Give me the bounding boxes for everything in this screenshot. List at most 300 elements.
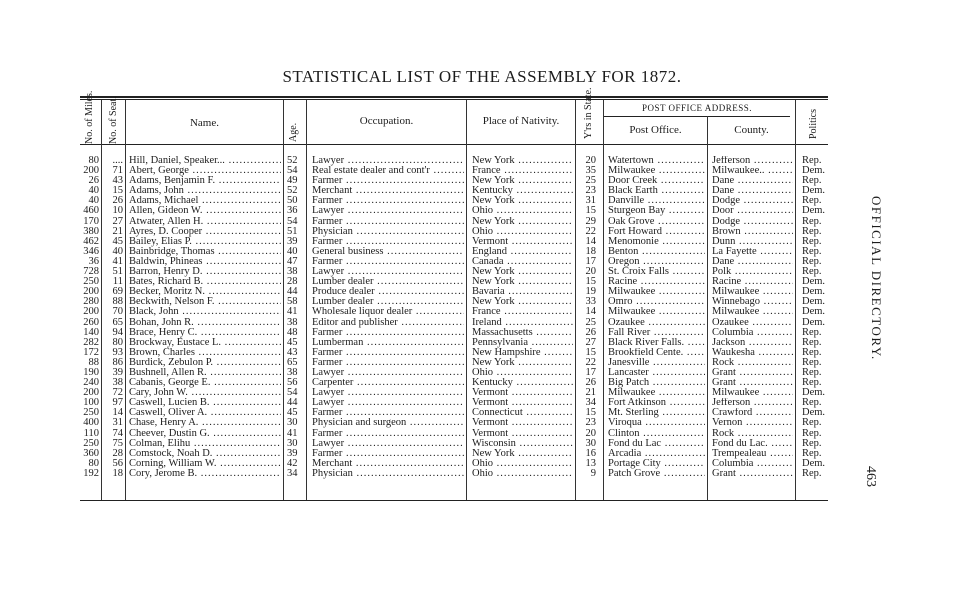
cell-age: 34 [287,468,298,479]
cell-politics: Rep. [802,256,822,267]
cell-name: Barron, Henry D. ..... [129,267,281,277]
cell-age: 41 [287,307,298,318]
cell-occupation: Farmer ..... [312,408,464,418]
cell-post-office: Milwaukee ..... [608,307,705,317]
cell-post-office: Ozaukee ..... [608,318,705,328]
cell-name: Black, John ..... [129,307,281,317]
page-title: STATISTICAL LIST OF THE ASSEMBLY FOR 1872. [282,67,682,86]
cell-name: Cory, Jerome B. ..... [129,469,281,479]
cell-yrs: 19 [585,287,596,298]
cell-occupation: Lawyer ..... [312,439,464,449]
cell-seat: 45 [112,236,123,247]
cell-post-office: Racine ..... [608,277,705,287]
table-row [0,206,964,216]
cell-name: Corning, William W. ..... [129,459,281,469]
cell-nativity: New York ..... [472,217,573,227]
cell-name: Ayres, D. Cooper ..... [129,227,281,237]
header-seat: No. of Seat. [108,96,119,144]
cell-yrs: 31 [585,196,596,207]
cell-miles: 190 [83,367,99,378]
cell-occupation: Lumberman ..... [312,338,464,348]
cell-politics: Dem. [802,388,826,399]
cell-post-office: Big Patch ..... [608,378,705,388]
top-rule-thin [80,99,828,100]
cell-age: 47 [287,256,298,267]
cell-county: Milwaukee ..... [712,287,793,297]
cell-yrs: 35 [585,166,596,177]
cell-seat: 80 [112,337,123,348]
cell-occupation: Farmer ..... [312,237,464,247]
cell-age: 42 [287,458,298,469]
cell-county: Polk ..... [712,267,793,277]
cell-yrs: 15 [585,206,596,217]
header-age: Age. [288,122,299,142]
cell-politics: Rep. [802,236,822,247]
cell-occupation: Physician ..... [312,227,464,237]
cell-name: Adams, Michael ..... [129,196,281,206]
header-name: Name. [189,117,219,129]
cell-yrs: 17 [585,367,596,378]
cell-seat: 65 [112,317,123,328]
cell-post-office: Sturgeon Bay ..... [608,206,705,216]
cell-yrs: 9 [590,468,596,479]
cell-name: Colman, Elihu ..... [129,439,281,449]
cell-post-office: Menomonie ..... [608,237,705,247]
cell-name: Bates, Richard B. ..... [129,277,281,287]
cell-politics: Dem. [802,458,826,469]
cell-name: Brown, Charles ..... [129,348,281,358]
cell-yrs: 15 [585,277,596,288]
cell-post-office: Watertown ..... [608,156,705,166]
cell-county: Jackson ..... [712,338,793,348]
cell-miles: 400 [83,418,99,429]
table-row [0,307,964,317]
cell-age: 49 [287,176,298,187]
cell-seat: 43 [112,176,123,187]
cell-miles: 728 [83,267,99,278]
table-row [0,247,964,257]
cell-age: 36 [287,206,298,217]
cell-seat: 69 [112,287,123,298]
cell-nativity: Ohio ..... [472,368,573,378]
cell-post-office: St. Croix Falls ..... [608,267,705,277]
cell-nativity: New York ..... [472,267,573,277]
cell-politics: Rep. [802,246,822,257]
cell-yrs: 25 [585,176,596,187]
cell-politics: Dem. [802,277,826,288]
cell-yrs: 20 [585,156,596,166]
cell-occupation: Lawyer ..... [312,206,464,216]
cell-politics: Rep. [802,378,822,389]
cell-post-office: Danville ..... [608,196,705,206]
cell-age: 50 [287,196,298,207]
cell-age: 52 [287,156,298,166]
cell-county: Crawford ..... [712,408,793,418]
cell-county: Dodge ..... [712,217,793,227]
cell-miles: 260 [83,317,99,328]
cell-age: 39 [287,236,298,247]
cell-occupation: Lawyer ..... [312,368,464,378]
cell-post-office: Oregon ..... [608,257,705,267]
cell-yrs: 33 [585,297,596,308]
cell-county: Milwaukee.. ..... [712,166,793,176]
cell-miles: 36 [88,256,99,267]
table-row [0,408,964,418]
top-rule [80,96,828,98]
cell-county: Milwaukee ..... [712,388,793,398]
table-row [0,459,964,469]
cell-nativity: England ..... [472,247,573,257]
cell-seat: 31 [112,418,123,429]
cell-name: Becker, Moritz N. ..... [129,287,281,297]
cell-occupation: Farmer ..... [312,429,464,439]
bottom-rule [80,500,828,501]
cell-occupation: Farmer ..... [312,176,464,186]
post-office-group-rule [603,116,790,117]
table-row [0,368,964,378]
cell-name: Bainbridge, Thomas ..... [129,247,281,257]
cell-age: 43 [287,347,298,358]
cell-occupation: Lawyer ..... [312,156,464,166]
cell-politics: Dem. [802,297,826,308]
cell-yrs: 15 [585,408,596,419]
cell-politics: Rep. [802,347,822,358]
cell-name: Cheever, Dustin G. ..... [129,429,281,439]
cell-name: Allen, Gideon W. ..... [129,206,281,216]
cell-age: 38 [287,367,298,378]
cell-post-office: Lancaster ..... [608,368,705,378]
cell-county: Winnebago ..... [712,297,793,307]
header-occupation: Occupation. [359,115,414,127]
cell-seat: 40 [112,246,123,257]
cell-seat: 27 [112,216,123,227]
cell-seat: 71 [112,166,123,177]
table-row [0,439,964,449]
cell-name: Adams, John ..... [129,186,281,196]
cell-seat: .... [112,156,123,166]
cell-post-office: Arcadia ..... [608,449,705,459]
cell-county: Brown ..... [712,227,793,237]
cell-nativity: Bavaria ..... [472,287,573,297]
cell-county: Columbia ..... [712,328,793,338]
header-nativity: Place of Nativity. [482,115,560,127]
cell-miles: 200 [83,166,99,177]
cell-nativity: Ohio ..... [472,206,573,216]
cell-nativity: Connecticut ..... [472,408,573,418]
cell-yrs: 30 [585,438,596,449]
running-head: OFFICIAL DIRECTORY. [869,196,884,361]
table-row [0,318,964,328]
table-row [0,156,964,166]
cell-seat: 56 [112,458,123,469]
cell-name: Cary, John W. ..... [129,388,281,398]
cell-seat: 75 [112,438,123,449]
cell-age: 58 [287,297,298,308]
cell-seat: 41 [112,256,123,267]
cell-occupation: Farmer ..... [312,257,464,267]
cell-age: 38 [287,267,298,278]
cell-nativity: New York ..... [472,156,573,166]
table-row [0,469,964,479]
cell-occupation: Farmer ..... [312,196,464,206]
cell-politics: Rep. [802,448,822,459]
cell-miles: 100 [83,398,99,409]
cell-occupation: Carpenter ..... [312,378,464,388]
cell-occupation: Lumber dealer ..... [312,277,464,287]
cell-name: Chase, Henry A. ..... [129,418,281,428]
cell-seat: 86 [112,357,123,368]
cell-seat: 51 [112,267,123,278]
cell-seat: 97 [112,398,123,409]
cell-age: 52 [287,186,298,197]
cell-occupation: Lawyer ..... [312,267,464,277]
cell-age: 40 [287,246,298,257]
cell-name: Caswell, Oliver A. ..... [129,408,281,418]
cell-age: 28 [287,277,298,288]
cell-miles: 172 [83,347,99,358]
cell-yrs: 15 [585,347,596,358]
cell-nativity: New Hampshire ..... [472,348,573,358]
cell-age: 54 [287,166,298,177]
cell-politics: Dem. [802,186,826,197]
cell-occupation: Lumber dealer ..... [312,297,464,307]
table-row [0,257,964,267]
cell-politics: Rep. [802,156,822,166]
cell-county: Vernon ..... [712,418,793,428]
table-row [0,297,964,307]
table-row [0,388,964,398]
cell-politics: Rep. [802,226,822,237]
cell-yrs: 25 [585,317,596,328]
cell-county: Racine ..... [712,277,793,287]
cell-politics: Rep. [802,367,822,378]
cell-yrs: 18 [585,246,596,257]
cell-county: Rock ..... [712,358,793,368]
cell-politics: Rep. [802,327,822,338]
table-row [0,449,964,459]
table-row [0,277,964,287]
cell-age: 54 [287,388,298,399]
cell-nativity: Ohio ..... [472,459,573,469]
cell-county: Dane ..... [712,257,793,267]
cell-county: La Fayette ..... [712,247,793,257]
cell-post-office: Portage City ..... [608,459,705,469]
cell-miles: 360 [83,448,99,459]
cell-county: Columbia ..... [712,459,793,469]
cell-county: Dunn ..... [712,237,793,247]
cell-post-office: Omro ..... [608,297,705,307]
cell-age: 44 [287,398,298,409]
cell-name: Bohan, John R. ..... [129,318,281,328]
cell-name: Burdick, Zebulon P. ..... [129,358,281,368]
cell-county: Dane ..... [712,186,793,196]
cell-seat: 74 [112,428,123,439]
cell-post-office: Black Earth ..... [608,186,705,196]
cell-post-office: Fall River ..... [608,328,705,338]
table-row [0,378,964,388]
cell-nativity: Pennsylvania ..... [472,338,573,348]
cell-nativity: New York ..... [472,297,573,307]
cell-name: Beckwith, Nelson F. ..... [129,297,281,307]
header-post-office-address: POST OFFICE ADDRESS. [641,103,753,113]
cell-politics: Rep. [802,428,822,439]
cell-miles: 140 [83,327,99,338]
table-row [0,166,964,176]
cell-occupation: Farmer ..... [312,217,464,227]
cell-yrs: 14 [585,307,596,318]
cell-occupation: Farmer ..... [312,328,464,338]
cell-age: 30 [287,438,298,449]
cell-miles: 200 [83,388,99,399]
cell-yrs: 17 [585,256,596,267]
cell-name: Abert, George ..... [129,166,281,176]
cell-seat: 18 [112,468,123,479]
cell-age: 65 [287,357,298,368]
cell-miles: 240 [83,378,99,389]
cell-name: Caswell, Lucien B. ..... [129,398,281,408]
cell-politics: Rep. [802,216,822,227]
cell-county: Ozaukee ..... [712,318,793,328]
cell-miles: 110 [83,428,99,439]
cell-post-office: Mt. Sterling ..... [608,408,705,418]
cell-politics: Rep. [802,267,822,278]
header-rule [80,144,828,145]
cell-age: 54 [287,216,298,227]
cell-name: Comstock, Noah D. ..... [129,449,281,459]
cell-occupation: Merchant ..... [312,186,464,196]
cell-occupation: General business ..... [312,247,464,257]
cell-yrs: 22 [585,226,596,237]
table-row [0,398,964,408]
cell-county: Trempealeau ..... [712,449,793,459]
cell-nativity: New York ..... [472,196,573,206]
cell-occupation: Real estate dealer and cont'r ..... [312,166,464,176]
table-row [0,196,964,206]
cell-age: 51 [287,226,298,237]
cell-county: Dane ..... [712,176,793,186]
cell-seat: 93 [112,347,123,358]
cell-yrs: 20 [585,428,596,439]
cell-occupation: Farmer ..... [312,449,464,459]
cell-post-office: Fort Howard ..... [608,227,705,237]
cell-occupation: Merchant ..... [312,459,464,469]
table-row [0,328,964,338]
cell-nativity: Wisconsin ..... [472,439,573,449]
table-row [0,338,964,348]
cell-yrs: 27 [585,337,596,348]
table-row [0,176,964,186]
cell-politics: Dem. [802,408,826,419]
cell-miles: 80 [88,458,99,469]
cell-politics: Rep. [802,438,822,449]
cell-yrs: 34 [585,398,596,409]
cell-miles: 380 [83,226,99,237]
cell-county: Dodge ..... [712,196,793,206]
cell-seat: 11 [112,277,123,288]
cell-age: 56 [287,378,298,389]
table-row [0,358,964,368]
cell-seat: 10 [112,206,123,217]
cell-seat: 14 [112,408,123,419]
cell-post-office: Benton ..... [608,247,705,257]
header-years-in-state: Y'rs in State. [583,87,594,139]
header-miles: No. of Miles. [84,90,95,144]
cell-post-office: Fort Atkinson ..... [608,398,705,408]
cell-yrs: 20 [585,267,596,278]
cell-politics: Dem. [802,287,826,298]
cell-age: 48 [287,327,298,338]
cell-miles: 280 [83,297,99,308]
cell-yrs: 13 [585,458,596,469]
table-row [0,418,964,428]
cell-seat: 94 [112,327,123,338]
cell-nativity: Massachusetts ..... [472,328,573,338]
cell-occupation: Produce dealer ..... [312,287,464,297]
cell-miles: 250 [83,408,99,419]
cell-nativity: Ohio ..... [472,469,573,479]
table-row [0,237,964,247]
cell-nativity: New York ..... [472,358,573,368]
cell-county: Waukesha ..... [712,348,793,358]
cell-politics: Rep. [802,468,822,479]
cell-politics: Dem. [802,307,826,318]
cell-miles: 40 [88,196,99,207]
cell-politics: Rep. [802,196,822,207]
cell-county: Grant ..... [712,368,793,378]
header-politics: Politics [808,108,819,139]
cell-post-office: Clinton ..... [608,429,705,439]
cell-miles: 462 [83,236,99,247]
cell-post-office: Milwaukee ..... [608,166,705,176]
cell-age: 30 [287,418,298,429]
cell-post-office: Milwaukee ..... [608,287,705,297]
cell-name: Baldwin, Phineas ..... [129,257,281,267]
cell-seat: 26 [112,196,123,207]
cell-county: Fond du Lac. ..... [712,439,793,449]
cell-miles: 200 [83,307,99,318]
cell-nativity: New York ..... [472,449,573,459]
table-row [0,217,964,227]
cell-miles: 250 [83,438,99,449]
cell-yrs: 23 [585,418,596,429]
header-post-office: Post Office. [629,124,682,136]
header-county: County. [734,124,769,136]
cell-age: 45 [287,408,298,419]
cell-name: Brockway, Eustace L. ..... [129,338,281,348]
cell-nativity: New York ..... [472,176,573,186]
assembly-table [0,156,964,479]
cell-nativity: Ireland ..... [472,318,573,328]
cell-yrs: 29 [585,216,596,227]
cell-nativity: Vermont ..... [472,429,573,439]
cell-occupation: Wholesale liquor dealer ..... [312,307,464,317]
cell-post-office: Fond du Lac ..... [608,439,705,449]
cell-seat: 70 [112,307,123,318]
cell-seat: 15 [112,186,123,197]
cell-name: Atwater, Allen H. ..... [129,217,281,227]
cell-county: Jefferson ..... [712,156,793,166]
cell-name: Brace, Henry C. ..... [129,328,281,338]
cell-miles: 346 [83,246,99,257]
cell-seat: 38 [112,378,123,389]
cell-occupation: Physician ..... [312,469,464,479]
cell-seat: 21 [112,226,123,237]
table-row [0,429,964,439]
cell-politics: Rep. [802,337,822,348]
cell-post-office: Patch Grove ..... [608,469,705,479]
cell-occupation: Lawyer ..... [312,388,464,398]
cell-county: Grant ..... [712,469,793,479]
